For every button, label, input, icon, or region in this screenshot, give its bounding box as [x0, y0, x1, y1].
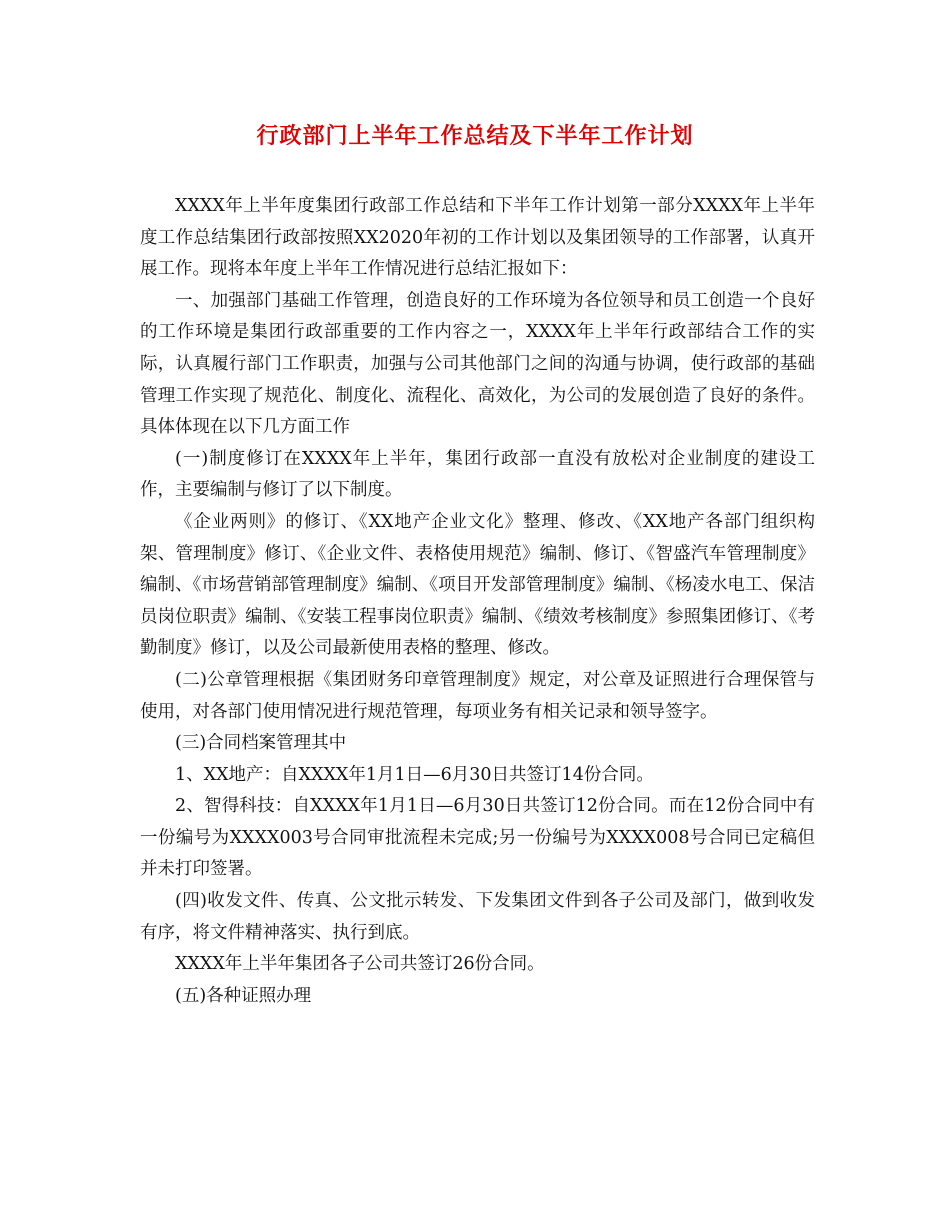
paragraph-item-4: (四)收发文件、传真、公文批示转发、下发集团文件到各子公司及部门，做到收发有序，将文件精神落实、执行到底。: [140, 891, 815, 943]
paragraph-contracts-total: XXXX年上半年集团各子公司共签订26份合同。: [175, 954, 545, 975]
paragraph-contracts-1: 1、XX地产：自XXXX年1月1日—6月30日共签订14份合同。: [175, 764, 654, 785]
paragraph-item-2: (二)公章管理根据《集团财务印章管理制度》规定，对公章及证照进行合理保管与使用，对各部门使用情况进行规范管理，每项业务有相关记录和领导签字。: [140, 669, 815, 722]
paragraph-item-5: (五)各种证照办理: [175, 985, 312, 1006]
paragraph-intro: XXXX年上半年度集团行政部工作总结和下半年工作计划第一部分XXXX年上半年度工作总结集团行政部按照XX2020年初的工作计划以及集团领导的工作部署，认真开展工作。现将本年度上半年工作情况进行总结汇报如下：: [140, 196, 815, 280]
paragraph-section-1: 一、加强部门基础工作管理，创造良好的工作环境为各位领导和员工创造一个良好的工作环境是集团行政部重要的工作内容之一，XXXX年上半年行政部结合工作的实际，认真履行部门工作职责，加强与公司其他部门之间的沟通与协调，使行政部的基础管理工作实现了规范化、制度化、流程化、高效化，为公司的发展创造了良好的条件。具体体现在以下几方面工作: [140, 290, 815, 438]
document-body: [140, 191, 815, 1012]
paragraph-regulations-list: 《企业两则》的修订、《XX地产企业文化》整理、修改、《XX地产各部门组织构架、管理制度》修订、《企业文件、表格使用规范》编制、修订、《智盛汽车管理制度》编制、《市场营销部管理制度》编制、《项目开发部管理制度》编制、《杨凌水电工、保洁员岗位职责》编制、《安装工程事岗位职责》编制、《绩效考核制度》参照集团修订、《考勤制度》修订，以及公司最新使用表格的整理、修改。: [140, 511, 815, 659]
paragraph-item-1: (一)制度修订在XXXX年上半年，集团行政部一直没有放松对企业制度的建设工作，主要编制与修订了以下制度。: [140, 448, 815, 501]
paragraph-item-3: (三)合同档案管理其中: [175, 733, 347, 754]
paragraph-contracts-2: 2、智得科技：自XXXX年1月1日—6月30日共签订12份合同。而在12份合同中有一份编号为XXXX003号合同审批流程未完成;另一份编号为XXXX008号合同已定稿但并未打印签署。: [140, 796, 815, 880]
document-title: 行政部门上半年工作总结及下半年工作计划: [256, 123, 694, 149]
